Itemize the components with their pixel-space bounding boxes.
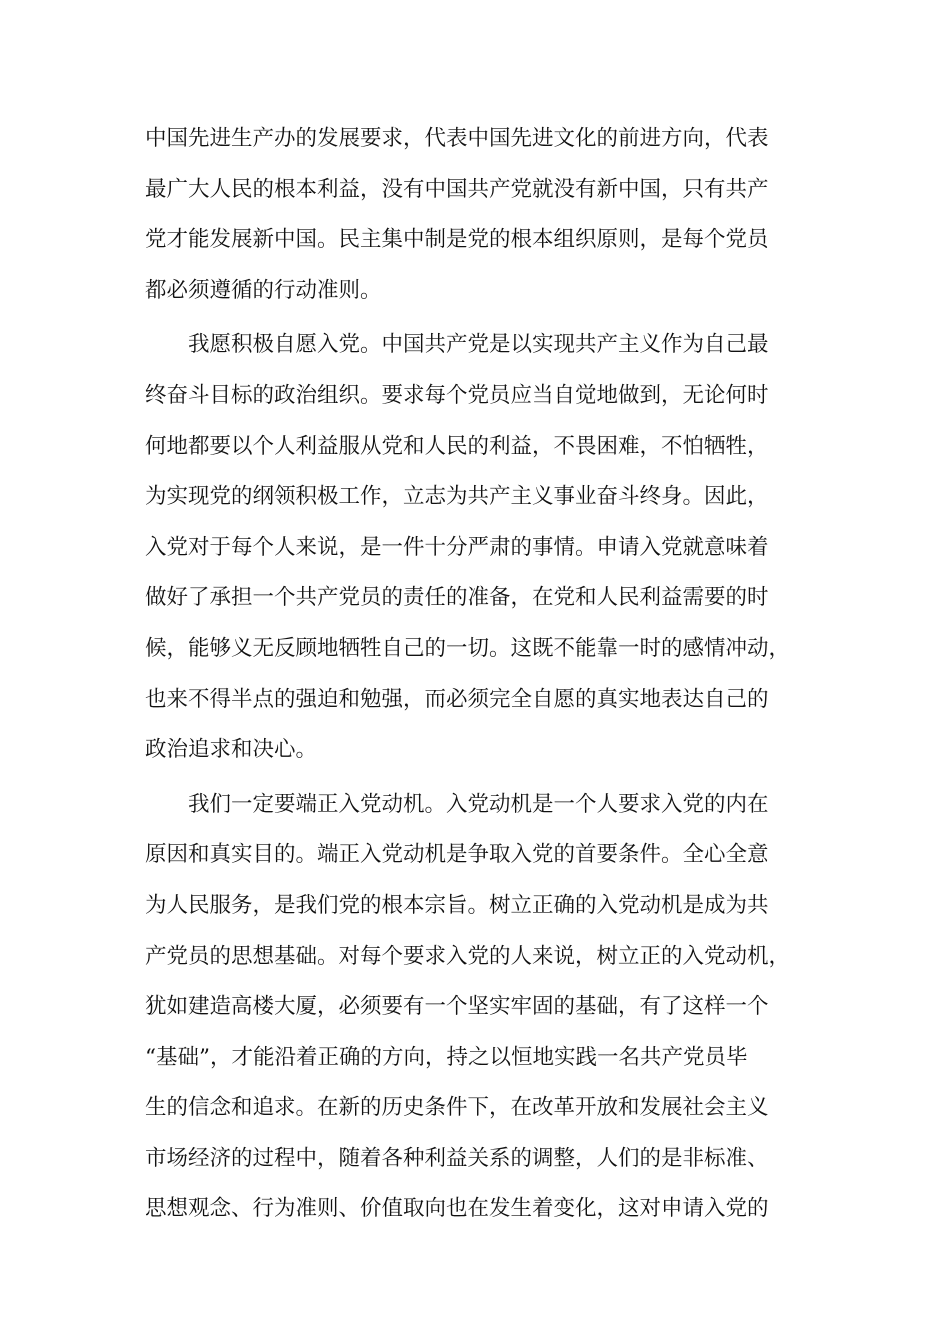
text-line: 生的信念和追求。在新的历史条件下，在改革开放和发展社会主义: [145, 1095, 769, 1121]
text-line: 原因和真实目的。端正入党动机是争取入党的首要条件。全心全意: [145, 842, 769, 868]
text-line: 我愿积极自愿入党。中国共产党是以实现共产主义作为自己最: [188, 332, 769, 358]
text-line: 入党对于每个人来说，是一件十分严肃的事情。申请入党就意味着: [145, 534, 769, 560]
paragraph-voluntary: [145, 320, 825, 775]
text-line: 为实现党的纲领积极工作，立志为共产主义事业奋斗终身。因此，: [145, 484, 769, 510]
text-line: 为人民服务，是我们党的根本宗旨。树立正确的入党动机是成为共: [145, 892, 769, 918]
text-line: 思想观念、行为准则、价值取向也在发生着变化，这对申请入党的: [145, 1196, 769, 1222]
text-line: “基础”，才能沿着正确的方向，持之以恒地实践一名共产党员毕: [145, 1044, 748, 1070]
text-line: 犹如建造高楼大厦，必须要有一个坚实牢固的基础，有了这样一个: [145, 994, 769, 1020]
text-line: 我们一定要端正入党动机。入党动机是一个人要求入党的内在: [188, 791, 769, 817]
text-line: 最广大人民的根本利益，没有中国共产党就没有新中国，只有共产: [145, 176, 769, 202]
text-line: 中国先进生产办的发展要求，代表中国先进文化的前进方向，代表: [145, 126, 769, 151]
text-line: 都必须遵循的行动准则。: [145, 277, 382, 303]
text-line: 政治追求和决心。: [145, 737, 318, 763]
text-line: 产党员的思想基础。对每个要求入党的人来说，树立正的入党动机，: [145, 943, 791, 969]
document-body: [145, 114, 825, 1235]
text-line: 候，能够义无反顾地牺牲自己的一切。这既不能靠一时的感情冲动，: [145, 635, 791, 661]
paragraph-motivation: [145, 780, 825, 1235]
text-line: 党才能发展新中国。民主集中制是党的根本组织原则，是每个党员: [145, 227, 769, 253]
text-line: 也来不得半点的强迫和勉强，而必须完全自愿的真实地表达自己的: [145, 686, 769, 712]
text-line: 终奋斗目标的政治组织。要求每个党员应当自觉地做到，无论何时: [145, 382, 769, 408]
text-line: 做好了承担一个共产党员的责任的准备，在党和人民利益需要的时: [145, 585, 769, 611]
paragraph-continuation: [145, 114, 825, 316]
text-line: 市场经济的过程中，随着各种利益关系的调整，人们的是非标准、: [145, 1145, 769, 1171]
text-line: 何地都要以个人利益服从党和人民的利益，不畏困难，不怕牺牲，: [145, 433, 769, 459]
